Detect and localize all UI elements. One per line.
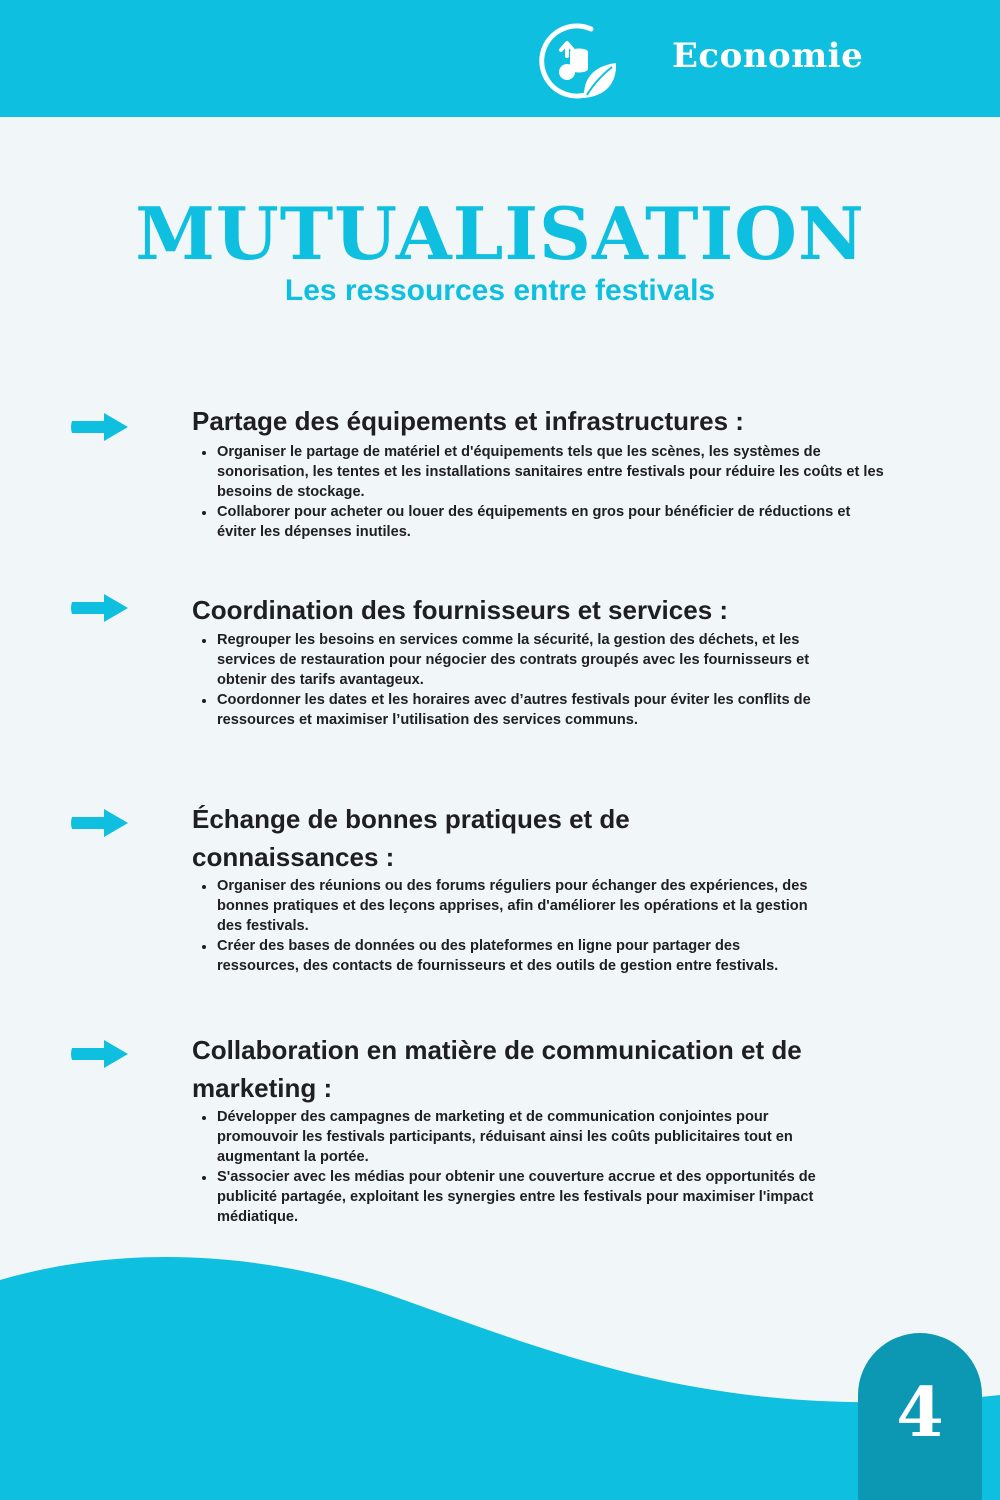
list-item: Développer des campagnes de marketing et de communication conjointes pour promouvoir les festivals participants, réduisant ainsi les coûts publicitaires tout en augmentant la portée. [192,1107,832,1167]
section-title: Échange de bonnes pratiques et de connaissances : [192,804,630,872]
header-bar [0,0,1000,117]
list-item: Organiser des réunions ou des forums réguliers pour échanger des expériences, des bonnes pratiques et des leçons apprises, afin d'améliorer les opérations et la gestion des festivals. [192,876,822,936]
section-title: Coordination des fournisseurs et services : [192,595,729,625]
list-item: S'associer avec les médias pour obtenir une couverture accrue et des opportunités de publicité partagée, exploitant les synergies entre les festivals pour maximiser l'impact médiatique. [192,1167,832,1227]
page-number-badge [858,1333,982,1500]
category-title: Economie [672,36,864,76]
arrow-right-icon [70,1039,130,1069]
arrow-right-icon [70,808,130,838]
section-title: Partage des équipements et infrastructures : [192,406,744,436]
list-item: Créer des bases de données ou des plateformes en ligne pour partager des ressources, des contacts de fournisseurs et des outils de gestion entre festivals. [192,936,822,976]
coins-leaf-icon [539,20,617,104]
page-title: MUTUALISATION [135,191,865,276]
bullet-list [192,630,822,730]
page-subtitle: Les ressources entre festivals [284,274,716,307]
list-item: Coordonner les dates et les horaires avec d’autres festivals pour éviter les conflits de ressources et maximiser l’utilisation des services communs. [192,690,822,730]
list-item: Organiser le partage de matériel et d'équipements tels que les scènes, les systèmes de sonorisation, les tentes et les installations sanitaires entre festivals pour réduire les coûts et les besoins de stockage. [192,442,892,502]
section-title: Collaboration en matière de communication et de marketing : [192,1035,802,1103]
list-item: Collaborer pour acheter ou louer des équipements en gros pour bénéficier de réductions et éviter les dépenses inutiles. [192,502,892,542]
arrow-right-icon [70,412,130,442]
list-item: Regrouper les besoins en services comme la sécurité, la gestion des déchets, et les services de restauration pour négocier des contrats groupés avec les fournisseurs et obtenir des tarifs avantageux. [192,630,822,690]
page-number: 4 [896,1373,944,1453]
bullet-list [192,442,892,542]
footer-wave [0,1250,1000,1500]
bullet-list [192,1107,832,1227]
bullet-list [192,876,822,976]
arrow-right-icon [70,593,130,623]
